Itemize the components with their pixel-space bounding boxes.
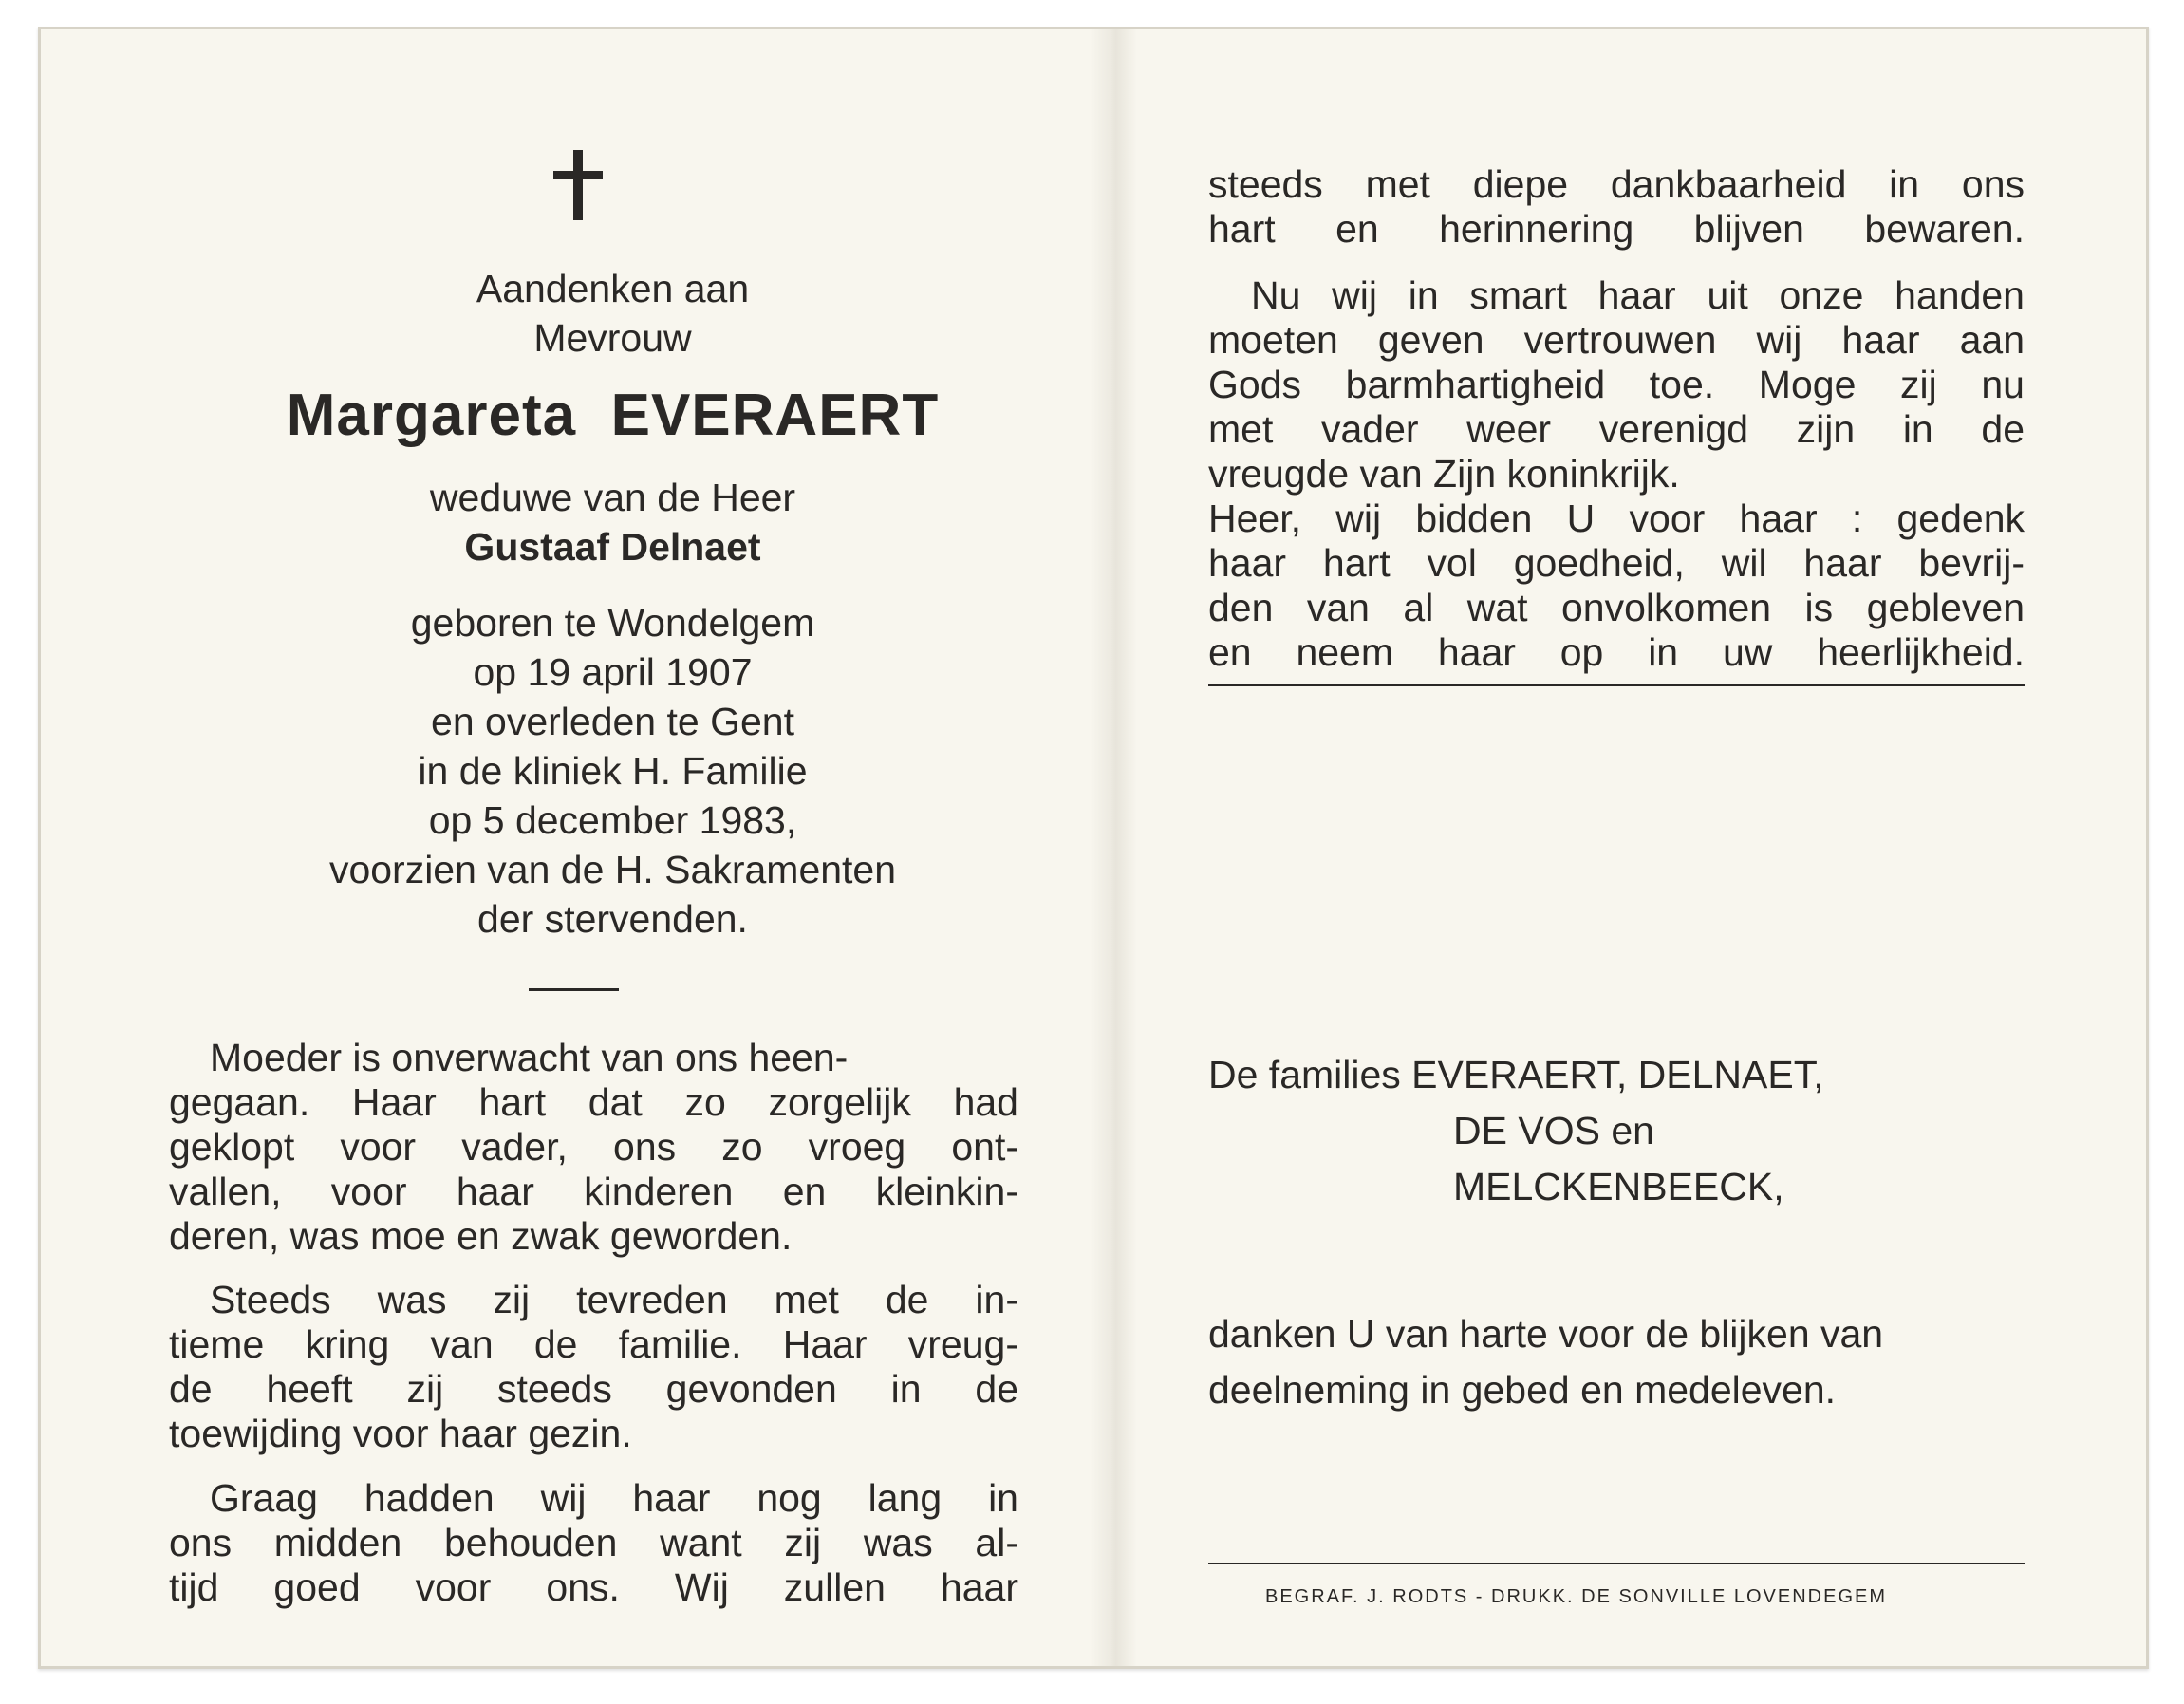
detail-line: voorzien van de H. Sakramenten: [328, 848, 897, 891]
paragraph-line: moeten geven vertrouwen wij haar aan: [1208, 318, 2025, 362]
widow-line: weduwe van de Heer: [429, 476, 796, 519]
memorial-card: [38, 27, 2149, 1669]
cross-icon: [550, 150, 607, 226]
paragraph-line: Steeds was zij tevreden met de in-: [210, 1278, 1018, 1321]
paragraph-line: en neem haar op in uw heerlijkheid.: [1208, 630, 2025, 674]
detail-line: der stervenden.: [477, 897, 748, 941]
detail-line: op 19 april 1907: [473, 650, 753, 694]
husband-name: Gustaaf Delnaet: [464, 525, 761, 569]
separator-dash: [529, 988, 619, 991]
paragraph-line: steeds met diepe dankbaarheid in ons: [1208, 162, 2025, 206]
paragraph-line: Moeder is onverwacht van ons heen-: [210, 1036, 849, 1079]
paragraph-line: haar hart vol goedheid, wil haar bevrij-: [1208, 541, 2025, 585]
deceased-name: [183, 383, 1042, 449]
heading-line-1: Aandenken aan: [476, 267, 750, 310]
paragraph-line: met vader weer verenigd zijn in de: [1208, 407, 2025, 451]
thanks-line: deelneming in gebed en medeleven.: [1208, 1368, 1837, 1412]
first-name: Margareta: [286, 383, 577, 448]
paragraph-line: tijd goed voor ons. Wij zullen haar: [169, 1565, 1018, 1609]
paragraph-line: Nu wij in smart haar uit onze handen: [1251, 273, 2025, 317]
paragraph-line: Graag hadden wij haar nog lang in: [210, 1476, 1018, 1520]
paragraph-line: deren, was moe en zwak geworden.: [169, 1214, 793, 1258]
detail-line: op 5 december 1983,: [428, 798, 797, 842]
families-line: DE VOS en: [1453, 1109, 1654, 1152]
paragraph-line: toewijding voor haar gezin.: [169, 1412, 632, 1455]
paragraph-line: tieme kring van de familie. Haar vreug-: [169, 1322, 1018, 1366]
paragraph-line: den van al wat onvolkomen is gebleven: [1208, 586, 2025, 629]
detail-line: en overleden te Gent: [431, 700, 794, 743]
paragraph-line: de heeft zij steeds gevonden in de: [169, 1367, 1018, 1411]
paragraph-line: hart en herinnering blijven bewaren.: [1208, 207, 2025, 251]
thanks-line: danken U van harte voor de blijken van: [1208, 1312, 1884, 1356]
paragraph-line: gegaan. Haar hart dat zo zorgelijk had: [169, 1080, 1018, 1124]
last-name: EVERAERT: [610, 383, 940, 448]
paragraph-line: Gods barmhartigheid toe. Moge zij nu: [1208, 363, 2025, 406]
families-line: De families EVERAERT, DELNAET,: [1208, 1053, 1824, 1096]
imprint-rule: [1208, 1563, 2025, 1564]
detail-line: in de kliniek H. Familie: [418, 749, 808, 793]
right-panel: [1132, 29, 2152, 1666]
paragraph-line: geklopt voor vader, ons zo vroeg ont-: [169, 1125, 1018, 1169]
families-line: MELCKENBEECK,: [1453, 1165, 1784, 1208]
paragraph-line: vreugde van Zijn koninkrijk.: [1208, 452, 1680, 496]
paragraph-line: vallen, voor haar kinderen en kleinkin-: [169, 1170, 1018, 1213]
paragraph-line: Heer, wij bidden U voor haar : gedenk: [1208, 496, 2025, 540]
separator-rule: [1208, 684, 2025, 686]
heading-line-2: Mevrouw: [533, 316, 692, 360]
detail-line: geboren te Wondelgem: [410, 601, 815, 645]
printer-imprint: BEGRAF. J. RODTS - DRUKK. DE SONVILLE LOVENDEGEM: [1265, 1586, 1888, 1607]
left-panel: [41, 29, 1099, 1666]
paragraph-line: ons midden behouden want zij was al-: [169, 1521, 1018, 1564]
